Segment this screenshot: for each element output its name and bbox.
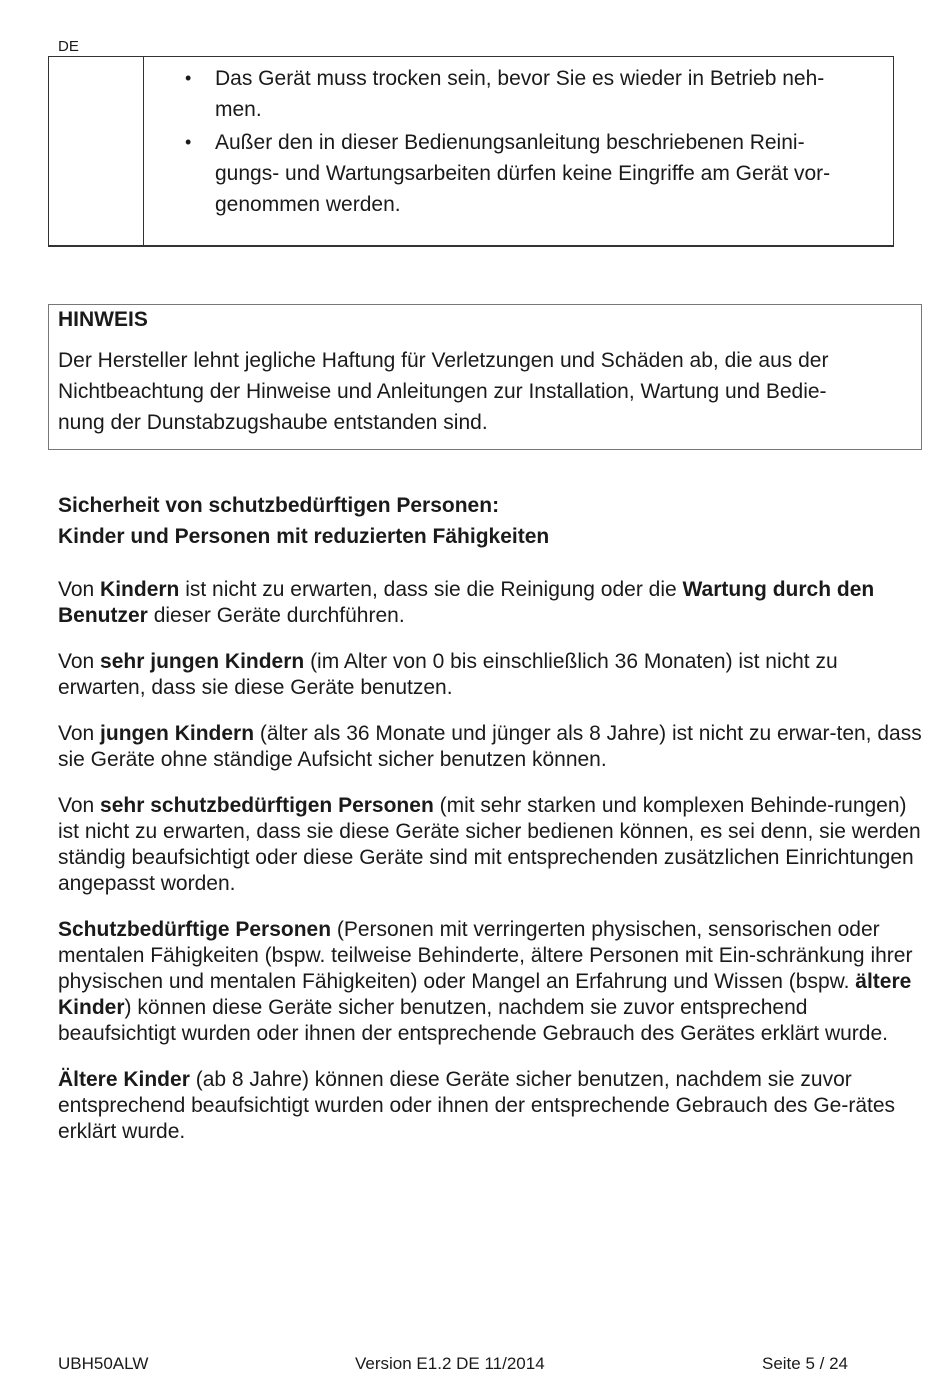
paragraph-sehr-junge-kinder: Von sehr jungen Kindern (im Alter von 0 bis einschließlich 36 Monaten) ist nicht zu erwarten, dass sie diese Geräte benutzen. — [58, 650, 838, 699]
paragraph-kinder: Von Kindern ist nicht zu erwarten, dass sie die Reinigung oder die Wartung durch den Benutzer dieser Geräte durchführen. — [58, 578, 875, 627]
footer-page-number: Seite 5 / 24 — [761, 1354, 848, 1373]
page-footer — [58, 1354, 848, 1376]
hinweis-box — [48, 304, 922, 450]
warning-bullet-item — [185, 63, 875, 125]
hinweis-title: HINWEIS — [58, 308, 148, 331]
paragraph-sehr-schutzbeduerftige: Von sehr schutzbedürftigen Personen (mit sehr starken und komplexen Behinde-rungen) ist nicht zu erwarten, dass sie diese Geräte sicher bedienen können, es sei denn, sie werden ständig beaufsichtigt oder diese Geräte sind mit entsprechenden zusätzlichen Einrichtungen angepasst worden. — [58, 794, 921, 895]
section-heading-line1: Sicherheit von schutzbedürftigen Personen: — [58, 494, 500, 517]
warning-table — [48, 56, 894, 247]
warning-bullet-text: Außer den in dieser Bedienungsanleitung beschriebenen Reini- gungs- und Wartungsarbeiten dürfen keine Eingriffe am Gerät vor- genommen werden. — [215, 131, 831, 216]
paragraph-junge-kinder: Von jungen Kindern (älter als 36 Monate und jünger als 8 Jahre) ist nicht zu erwar-ten, dass sie Geräte ohne ständige Aufsicht sicher benutzen können. — [58, 722, 922, 771]
warning-bullet-list — [185, 63, 875, 222]
warning-bullet-item — [185, 127, 875, 220]
bullet-icon: • — [185, 68, 192, 88]
warning-bullet-text: Das Gerät muss trocken sein, bevor Sie es wieder in Betrieb neh- men. — [215, 67, 825, 121]
safety-section — [58, 490, 924, 1145]
footer-model: UBH50ALW — [58, 1354, 149, 1373]
paragraph-aeltere-kinder: Ältere Kinder (ab 8 Jahre) können diese Geräte sicher benutzen, nachdem sie zuvor entsprechend beaufsichtigt wurden oder ihnen der entsprechende Gebrauch des Ge-rätes erklärt wurde. — [58, 1068, 896, 1143]
paragraph-schutzbeduerftige: Schutzbedürftige Personen (Personen mit verringerten physischen, sensorischen oder mentalen Fähigkeiten (bspw. teilweise Behinderte, ältere Personen mit Ein-schränkung ihrer physischen und mentalen Fähigkeiten) oder Mangel an Erfahrung und Wissen (bspw. ältere Kinder) können diese Geräte sicher benutzen, nachdem sie zuvor entsprechend beaufsichtigt wurden oder ihnen der entsprechende Gebrauch des Gerätes erklärt wurde. — [58, 918, 913, 1045]
language-code: DE — [58, 38, 79, 55]
footer-version: Version E1.2 DE 11/2014 — [355, 1354, 545, 1373]
table-column-divider — [143, 57, 144, 245]
section-heading-line2: Kinder und Personen mit reduzierten Fähigkeiten — [58, 525, 550, 548]
hinweis-text: Der Hersteller lehnt jegliche Haftung für Verletzungen und Schäden ab, die aus der Nichtbeachtung der Hinweise und Anleitungen zur Installation, Wartung und Bedie- nung der Dunstabzugshaube entstanden sind. — [58, 349, 829, 434]
bullet-icon: • — [185, 132, 192, 152]
